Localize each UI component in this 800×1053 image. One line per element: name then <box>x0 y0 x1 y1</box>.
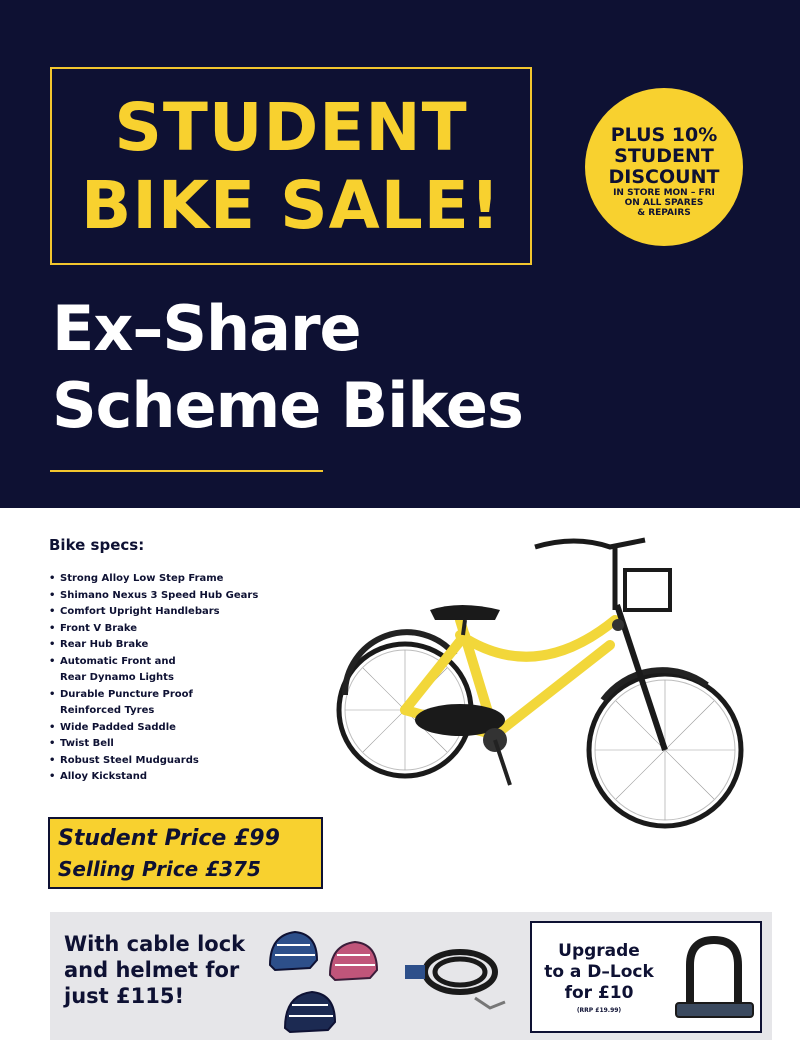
gold-divider <box>50 470 323 472</box>
promo-price: £115! <box>116 984 185 1008</box>
sale-title-line-1: STUDENT <box>114 89 468 166</box>
spec-item: • Twist Bell <box>49 738 114 749</box>
spec-item-continued: Reinforced Tyres <box>60 705 155 716</box>
accessory-promo-panel <box>50 912 772 1040</box>
spec-item-continued: Rear Dynamo Lights <box>60 672 174 683</box>
spec-item: • Shimano Nexus 3 Speed Hub Gears <box>49 589 259 601</box>
badge-line-1: PLUS 10% <box>610 124 718 146</box>
dlock-line-3: for £10 <box>564 983 634 1003</box>
spec-item: • Comfort Upright Handlebars <box>49 606 220 617</box>
badge-line-2: STUDENT <box>614 145 714 167</box>
spec-item: • Strong Alloy Low Step Frame <box>49 573 224 584</box>
headline-line-1: Ex–Share <box>52 292 361 365</box>
d-lock-icon <box>672 935 757 1030</box>
helmet-icon <box>270 932 317 970</box>
specs-title: Bike specs: <box>49 536 145 554</box>
badge-line-4: IN STORE MON – FRI <box>613 188 715 198</box>
spec-list <box>49 571 299 786</box>
spec-item: • Wide Padded Saddle <box>49 721 176 733</box>
headline-line-2: Scheme Bikes <box>52 369 523 442</box>
promo-text <box>64 931 245 1009</box>
cable-lock-icon <box>405 952 505 1008</box>
discount-badge <box>585 88 743 246</box>
sale-title-box <box>50 67 532 265</box>
badge-line-5: ON ALL SPARES <box>624 198 704 208</box>
student-price: Student Price £99 <box>58 826 280 851</box>
spec-item: • Durable Puncture Proof <box>49 688 193 700</box>
bicycle-image <box>335 525 755 865</box>
dlock-line-2: to a D–Lock <box>544 962 654 982</box>
accessories-image <box>265 920 525 1035</box>
promo-line-2: and helmet for <box>64 958 240 982</box>
sale-title-line-2: BIKE SALE! <box>81 167 501 244</box>
spec-item: • Robust Steel Mudguards <box>49 754 199 766</box>
spec-item: • Alloy Kickstand <box>49 771 147 782</box>
badge-line-6: & REPAIRS <box>637 208 691 218</box>
helmet-icon <box>330 942 377 980</box>
dlock-rrp: (RRP £19.99) <box>576 1007 622 1014</box>
badge-line-3: DISCOUNT <box>608 166 720 188</box>
promo-line-1: With cable lock <box>64 932 246 956</box>
price-box <box>48 817 323 889</box>
promo-line-3: just £115! <box>64 984 185 1008</box>
spec-item: • Automatic Front and <box>49 655 176 667</box>
d-lock-upgrade-box <box>530 921 762 1033</box>
selling-price: Selling Price £375 <box>58 857 261 881</box>
helmet-icon <box>285 992 335 1032</box>
spec-item: • Front V Brake <box>49 622 138 634</box>
hero-banner <box>0 0 800 508</box>
spec-item: • Rear Hub Brake <box>49 639 149 650</box>
dlock-line-1: Upgrade <box>558 941 640 961</box>
